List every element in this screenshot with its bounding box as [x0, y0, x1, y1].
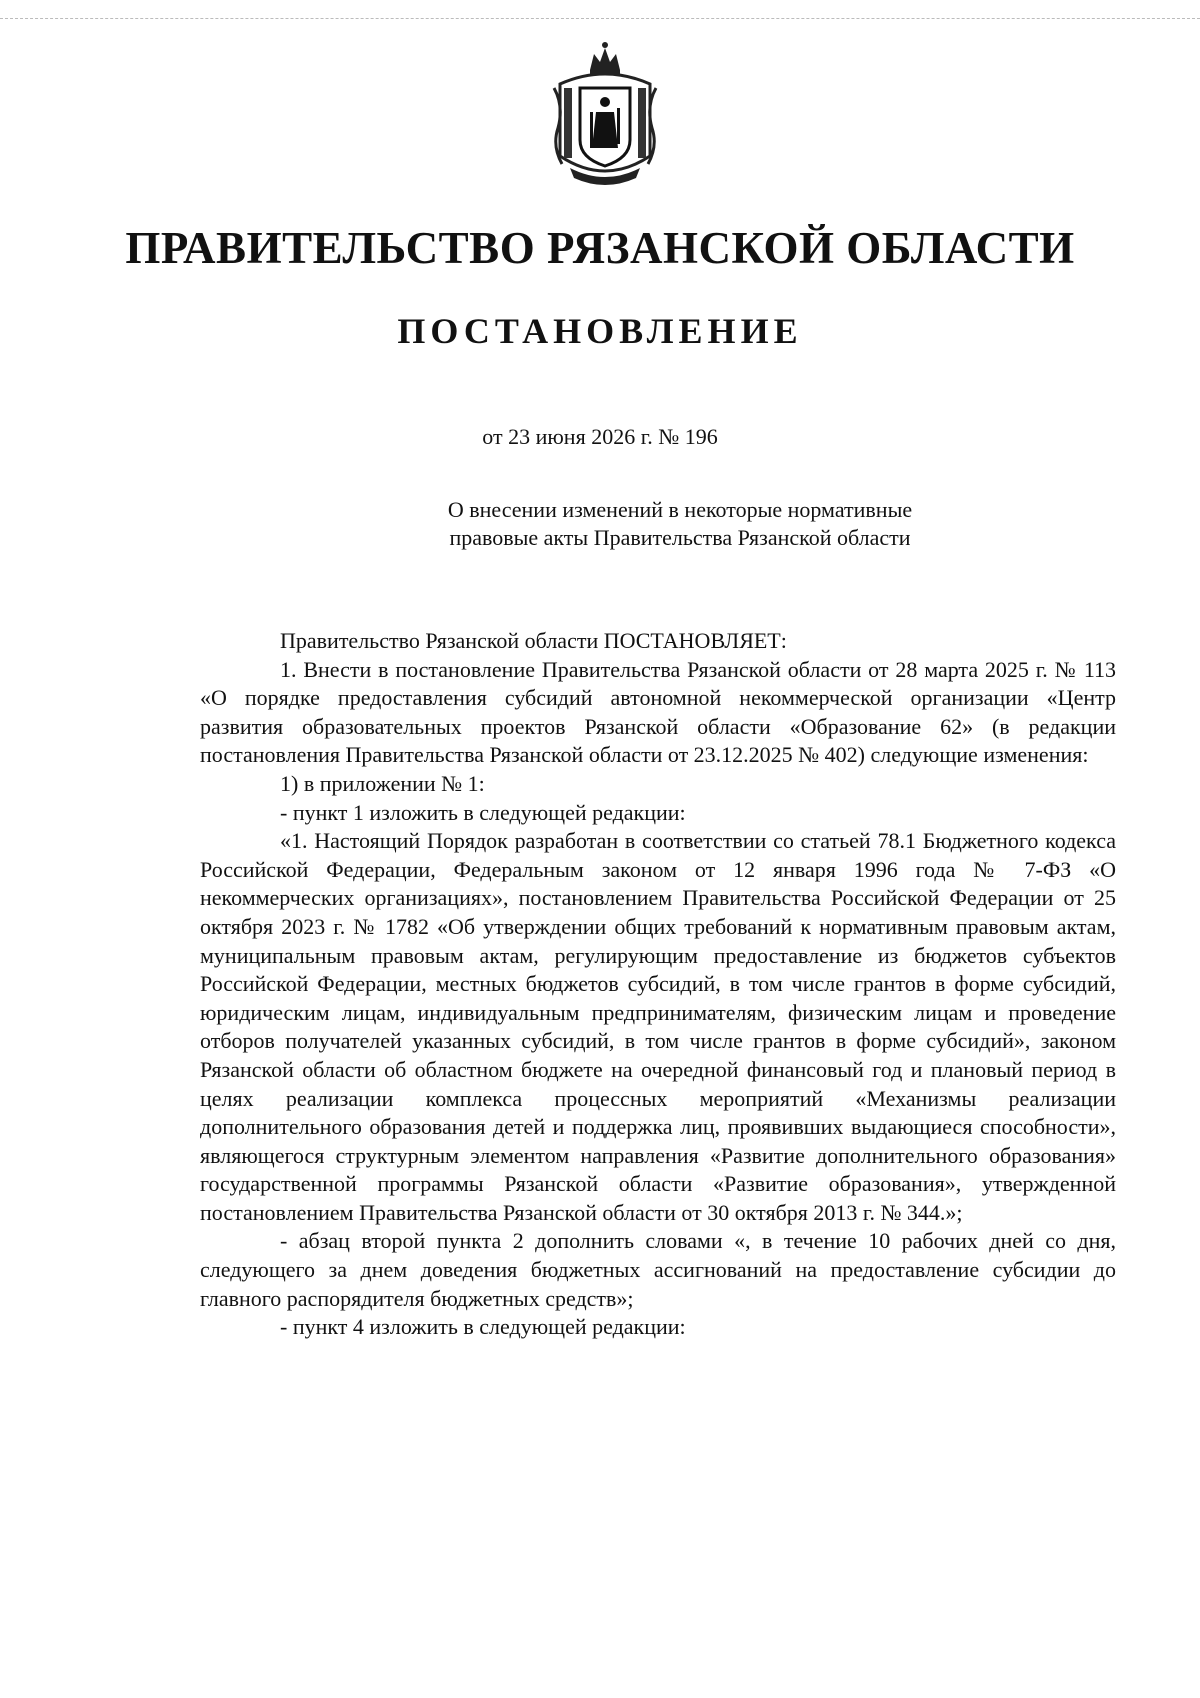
document-subject: [360, 496, 1000, 552]
document-body: [200, 627, 1116, 1342]
body-paragraph-point-1-intro: - пункт 1 изложить в следующей редакции:: [280, 799, 686, 825]
document-type: ПОСТАНОВЛЕНИЕ: [397, 311, 803, 351]
top-dashed-rule: [0, 18, 1200, 19]
government-name: ПРАВИТЕЛЬСТВО РЯЗАНСКОЙ ОБЛАСТИ: [125, 223, 1075, 273]
subject-line-1: О внесении изменений в некоторые нормативные: [447, 497, 913, 522]
body-paragraph-point-4-intro: - пункт 4 изложить в следующей редакции:: [280, 1314, 686, 1340]
body-paragraph-preamble: Правительство Рязанской области ПОСТАНОВЛЯЕТ:: [280, 628, 787, 653]
body-paragraph-subitem-1: 1) в приложении № 1:: [280, 770, 485, 796]
subject-line-2: правовые акты Правительства Рязанской области: [449, 525, 911, 550]
document-date-number: от 23 июня 2026 г. № 196: [482, 424, 718, 449]
coat-of-arms-icon: [550, 36, 660, 196]
body-paragraph-item-1: 1. Внести в постановление Правительства Рязанской области от 28 марта 2025 г. № 113 «О порядке предоставления субсидий автономной некоммерческой организации «Центр развития образовательных проектов Рязанской области «Образование 62» (в редакции постановления Правительства Рязанской области от 23.12.2025 № 402) следующие изменения:: [200, 656, 1116, 768]
body-paragraph-point-1-text: «1. Настоящий Порядок разработан в соответствии со статьей 78.1 Бюджетного кодекса Российской Федерации, Федеральным законом от 12 января 1996 года № 7-ФЗ «О некоммерческих организациях», постановлением Правительства Российской Федерации от 25 октября 2023 г. № 1782 «Об утверждении общих требований к нормативным правовым актам, муниципальным правовым актам, регулирующим предоставление из бюджетов субъектов Российской Федерации, местных бюджетов субсидий, в том числе грантов в форме субсидий, юридическим лицам, индивидуальным предпринимателям, физическим лицам и проведение отборов получателей указанных субсидий, в том числе грантов в форме субсидий», законом Рязанской области об областном бюджете на очередной финансовый год и плановый период в целях реализации комплекса процессных мероприятий «Механизмы реализации дополнительного образования детей и поддержка лиц, проявивших выдающиеся способности», являющегося структурным элементом направления «Развитие дополнительного образования» государственной программы Рязанской области «Развитие образования», утвержденной постановлением Правительства Рязанской области от 30 октября 2013 г. № 344.»;: [200, 828, 1116, 1225]
body-paragraph-point-2-addition: - абзац второй пункта 2 дополнить словами «, в течение 10 рабочих дней со дня, следующего за днем доведения бюджетных ассигнований на предоставление субсидии до главного распорядителя бюджетных средств»;: [200, 1228, 1116, 1311]
